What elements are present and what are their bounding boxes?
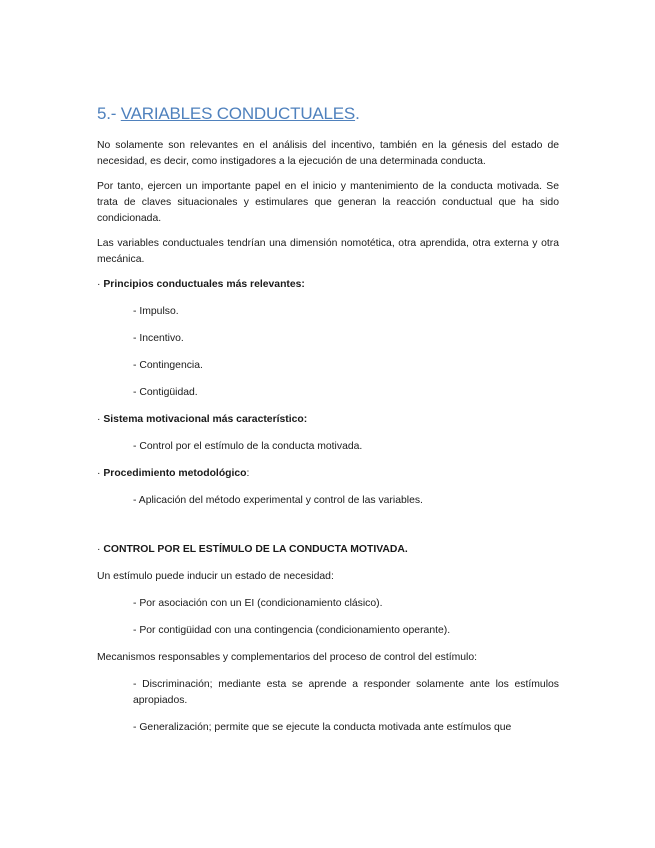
system-heading <box>97 412 559 428</box>
principles-label: Principios conductuales más relevantes: <box>103 279 305 290</box>
bullet: · <box>97 414 101 425</box>
list-item: - Discriminación; mediante esta se aprende a responder solamente ante los estímulos apropiados. <box>133 679 559 706</box>
list-item: - Contingencia. <box>133 360 203 371</box>
mechanisms-intro: Mecanismos responsables y complementarios del proceso de control del estímulo: <box>97 652 478 663</box>
procedure-heading <box>97 466 559 482</box>
bullet: · <box>97 279 101 290</box>
list-item: - Control por el estímulo de la conducta motivada. <box>133 441 363 452</box>
control-label: CONTROL POR EL ESTÍMULO DE LA CONDUCTA MOTIVADA. <box>103 544 408 555</box>
paragraph-3: Las variables conductuales tendrían una dimensión nomotética, otra aprendida, otra externa y otra mecánica. <box>97 238 559 265</box>
principles-heading <box>97 277 559 293</box>
list-item: - Aplicación del método experimental y control de las variables. <box>133 495 423 506</box>
control-intro: Un estímulo puede inducir un estado de necesidad: <box>97 571 334 582</box>
list-item: - Por asociación con un EI (condicionamiento clásico). <box>133 598 383 609</box>
bullet: · <box>97 468 101 479</box>
heading-period: . <box>355 104 360 123</box>
paragraph-2: Por tanto, ejercen un importante papel en el inicio y mantenimiento de la conducta motivada. Se trata de claves situacionales y estimulares que generan la reacción conductual que ha sido condicionada. <box>97 181 559 224</box>
list-item: - Por contigüidad con una contingencia (condicionamiento operante). <box>133 625 451 636</box>
document-page <box>97 104 559 736</box>
bullet: · <box>97 544 101 555</box>
list-item: - Incentivo. <box>133 333 184 344</box>
paragraph-1: No solamente son relevantes en el análisis del incentivo, también en la génesis del estado de necesidad, es decir, como instigadores a la ejecución de una determinada conducta. <box>97 140 559 167</box>
system-label: Sistema motivacional más característico: <box>103 414 308 425</box>
heading-number: 5.- <box>97 104 117 123</box>
list-item: - Contigüidad. <box>133 387 198 398</box>
list-item: - Generalización; permite que se ejecute la conducta motivada ante estímulos que <box>133 722 512 733</box>
section-heading <box>97 104 559 124</box>
heading-title: VARIABLES CONDUCTUALES <box>120 104 356 123</box>
procedure-label: Procedimiento metodológico <box>103 468 247 479</box>
procedure-colon: : <box>246 468 250 479</box>
list-item: - Impulso. <box>133 306 179 317</box>
control-heading <box>97 542 559 558</box>
